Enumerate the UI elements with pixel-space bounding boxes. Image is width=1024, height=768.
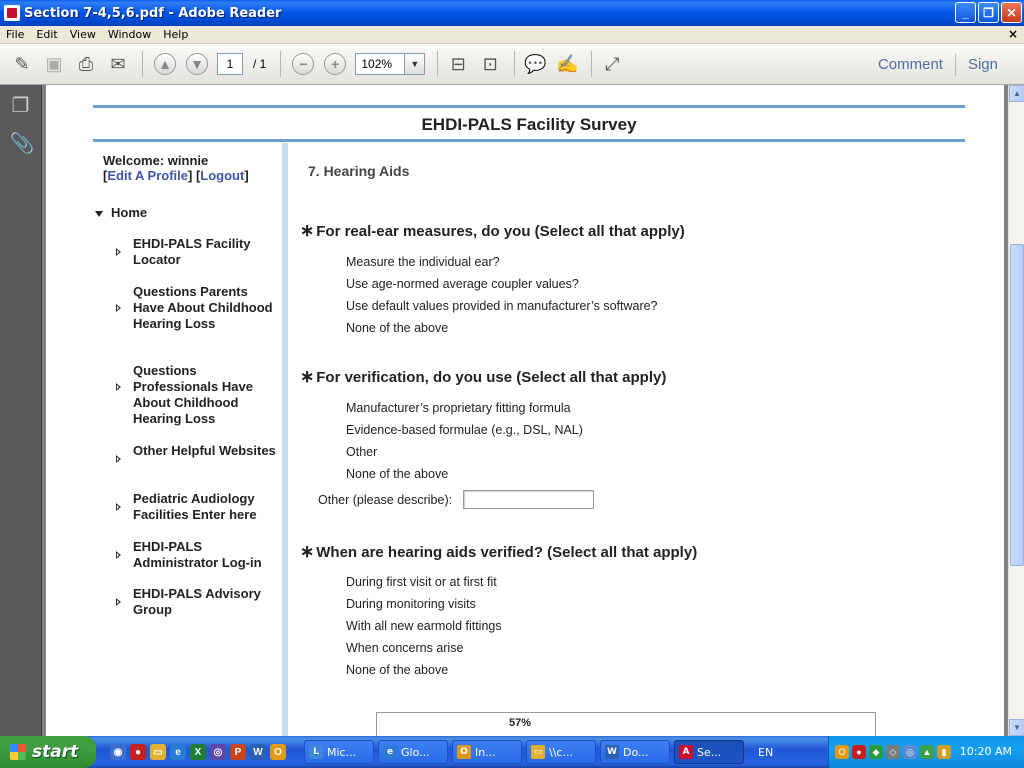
attachments-icon[interactable]: 📎 [9, 133, 35, 155]
sidebar-item-helpful-websites[interactable] [117, 443, 277, 459]
toolbar-separator [437, 51, 438, 77]
page-thumbnails-icon[interactable]: ❐ [11, 95, 30, 117]
required-asterisk: ∗ [300, 542, 315, 561]
window-controls [955, 2, 1022, 23]
sidebar-nav [93, 143, 286, 736]
zoom-dropdown-icon[interactable]: ▼ [405, 53, 425, 75]
survey-title: EHDI-PALS Facility Survey [421, 115, 637, 134]
adobe-reader-icon: A [679, 745, 693, 759]
vertical-scrollbar[interactable] [1008, 85, 1024, 736]
task-button[interactable] [526, 740, 596, 764]
caret-right-icon [116, 503, 121, 511]
sidebar-item-audiology-facilities[interactable] [117, 491, 277, 523]
restore-button[interactable]: ❐ [978, 2, 999, 23]
tray-icon[interactable]: ▲ [920, 745, 934, 759]
task-label: Do... [623, 745, 649, 759]
window-title: Section 7-4,5,6.pdf - Adobe Reader [24, 5, 282, 21]
menu-help[interactable]: Help [163, 28, 189, 41]
column-divider [282, 143, 288, 736]
quick-launch-icon[interactable]: ● [130, 744, 146, 760]
minimize-button[interactable]: _ [955, 2, 976, 23]
sign-button[interactable]: Sign [967, 56, 998, 73]
section-title: 7. Hearing Aids [308, 163, 410, 179]
sticky-note-icon[interactable]: 💬 [524, 53, 547, 74]
other-describe-label: Other (please describe): [318, 493, 453, 507]
zoom-out-icon[interactable]: − [292, 53, 314, 75]
windows-taskbar [0, 736, 1024, 768]
question-title [300, 542, 697, 562]
toolbar-separator [280, 51, 281, 77]
next-page-icon[interactable]: ▼ [186, 53, 208, 75]
scroll-up-icon[interactable]: ▲ [1009, 85, 1024, 102]
sidebar-item-label: Questions Parents Have About Childhood Hearing Loss [133, 284, 273, 331]
fit-width-icon[interactable]: ⊡ [482, 53, 498, 74]
save-icon[interactable]: ▣ [45, 53, 63, 74]
task-button[interactable] [600, 740, 670, 764]
sidebar-item-admin-login[interactable] [117, 539, 277, 571]
scroll-thumb[interactable] [1010, 244, 1024, 566]
start-button[interactable] [0, 736, 96, 768]
title-bar [0, 0, 1024, 26]
checkbox-option[interactable]: None of the above [346, 321, 449, 335]
document-area [42, 85, 1008, 736]
internet-explorer-icon[interactable]: e [170, 744, 186, 760]
menu-file[interactable]: File [6, 28, 25, 41]
checkbox-option[interactable]: With all new earmold fittings [346, 619, 502, 633]
zoom-in-icon[interactable]: + [324, 53, 346, 75]
print-icon[interactable]: ⎙ [78, 53, 94, 74]
folder-icon[interactable]: ▭ [150, 744, 166, 760]
tray-icon[interactable]: O [835, 745, 849, 759]
excel-icon[interactable]: X [190, 744, 206, 760]
caret-right-icon [116, 383, 121, 391]
highlight-text-icon[interactable]: ✍ [556, 53, 579, 74]
checkbox-option[interactable]: Measure the individual ear? [346, 255, 500, 269]
checkbox-option[interactable]: Manufacturer’s proprietary fitting formula [346, 401, 571, 415]
checkbox-option[interactable]: During first visit or at first fit [346, 575, 497, 589]
edit-profile-link[interactable]: Edit A Profile [107, 168, 188, 183]
start-label: start [32, 742, 79, 762]
comment-button[interactable]: Comment [877, 56, 943, 73]
fit-page-icon[interactable]: ⊟ [450, 53, 466, 74]
tray-icon[interactable]: ◆ [869, 745, 883, 759]
question-text: For real-ear measures, do you (Select all that apply) [316, 223, 685, 240]
powerpoint-icon[interactable]: P [230, 744, 246, 760]
caret-right-icon [116, 455, 121, 463]
menu-edit[interactable]: Edit [36, 28, 58, 41]
document-close-button[interactable]: × [1007, 27, 1018, 41]
sidebar-item-label: EHDI-PALS Facility Locator [133, 236, 251, 267]
task-label: Se... [697, 745, 722, 759]
task-label: Glo... [401, 745, 430, 759]
app-icon: L [309, 745, 323, 759]
profile-links: [Edit A Profile] [Logout] [103, 168, 249, 183]
toolbar [0, 44, 1024, 85]
outlook-icon[interactable]: O [270, 744, 286, 760]
progress-bar [376, 712, 876, 736]
checkbox-option[interactable]: When concerns arise [346, 641, 464, 655]
required-asterisk: ∗ [300, 221, 315, 240]
full-screen-icon[interactable]: ⤢ [605, 53, 620, 74]
question-title [300, 221, 685, 241]
page-total: / 1 [253, 57, 267, 71]
checkbox-option[interactable]: Evidence-based formulae (e.g., DSL, NAL) [346, 423, 583, 437]
toolbar-right-links [866, 44, 1010, 85]
checkbox-option[interactable]: None of the above [346, 663, 449, 677]
internet-explorer-icon: e [383, 745, 397, 759]
close-button[interactable]: ✕ [1001, 2, 1022, 23]
tray-icon[interactable]: ▮ [937, 745, 951, 759]
task-label: In... [475, 745, 496, 759]
create-pdf-icon[interactable]: ✎ [14, 53, 30, 74]
caret-right-icon [116, 248, 121, 256]
tray-icon[interactable]: ◇ [886, 745, 900, 759]
other-describe-input[interactable] [463, 490, 594, 509]
question-title [300, 367, 666, 387]
folder-icon: ▭ [531, 745, 545, 759]
sidebar-item-label: EHDI-PALS Advisory Group [133, 586, 261, 617]
sidebar-item-professional-questions[interactable] [117, 363, 277, 427]
task-button-active[interactable] [674, 740, 744, 764]
checkbox-option[interactable]: None of the above [346, 467, 449, 481]
email-icon[interactable]: ✉ [110, 53, 126, 74]
taskbar-tasks [304, 740, 744, 764]
home-label: Home [111, 205, 148, 220]
scroll-down-icon[interactable]: ▼ [1009, 719, 1024, 736]
menu-window[interactable]: Window [107, 28, 152, 41]
system-tray [828, 736, 1024, 768]
home-link[interactable] [95, 205, 147, 220]
quick-launch [110, 744, 286, 760]
zoom-value[interactable]: 102% [355, 53, 405, 75]
quick-launch-icon[interactable]: ◎ [210, 744, 226, 760]
logout-link[interactable]: Logout [200, 168, 245, 183]
caret-right-icon [116, 304, 121, 312]
toolbar-separator [142, 51, 143, 77]
checkbox-option[interactable]: Use age-normed average coupler values? [346, 277, 579, 291]
sidebar-item-label: Other Helpful Websites [133, 443, 276, 458]
question-text: When are hearing aids verified? (Select all that apply) [316, 544, 698, 561]
welcome-text: Welcome: winnie [103, 153, 209, 168]
menu-bar [0, 26, 1024, 44]
checkbox-option[interactable]: Other [346, 445, 378, 459]
caret-right-icon [116, 598, 121, 606]
task-button[interactable] [304, 740, 374, 764]
word-icon: W [605, 745, 619, 759]
menu-view[interactable]: View [69, 28, 96, 41]
caret-right-icon [116, 551, 121, 559]
toolbar-separator [591, 51, 592, 77]
expanded-triangle-icon [95, 211, 103, 217]
toolbar-separator [514, 51, 515, 77]
task-label: Mic... [327, 745, 357, 759]
sidebar-item-label: Questions Professionals Have About Childhood Hearing Loss [133, 363, 253, 426]
sidebar-item-facility-locator[interactable] [117, 236, 277, 268]
tray-icon[interactable]: ◎ [903, 745, 917, 759]
question-text: For verification, do you use (Select all that apply) [316, 369, 667, 386]
progress-label: 57% [509, 717, 532, 729]
windows-logo-icon [10, 744, 26, 760]
task-button[interactable] [452, 740, 522, 764]
checkbox-option[interactable]: Use default values provided in manufacturer’s software? [346, 299, 658, 313]
checkbox-option[interactable]: During monitoring visits [346, 597, 476, 611]
sidebar-item-advisory-group[interactable] [117, 586, 277, 618]
header-rule [93, 139, 965, 142]
language-indicator[interactable]: EN [758, 745, 774, 759]
system-clock[interactable]: 10:20 AM [959, 745, 1012, 758]
pdf-page [46, 85, 1004, 736]
previous-page-icon[interactable]: ▲ [154, 53, 176, 75]
sidebar-item-label: Pediatric Audiology Facilities Enter here [133, 491, 257, 522]
header-rule [93, 105, 965, 108]
word-icon[interactable]: W [250, 744, 266, 760]
outlook-icon: O [457, 745, 471, 759]
zoom-select[interactable] [355, 53, 425, 75]
quick-launch-icon[interactable]: ◉ [110, 744, 126, 760]
page-number-input[interactable]: 1 [217, 53, 243, 75]
tray-icon[interactable]: ● [852, 745, 866, 759]
task-button[interactable] [378, 740, 448, 764]
required-asterisk: ∗ [300, 367, 315, 386]
sidebar-item-parent-questions[interactable] [117, 284, 277, 332]
navigation-pane [0, 85, 42, 736]
sidebar-item-label: EHDI-PALS Administrator Log-in [133, 539, 262, 570]
adobe-reader-icon [4, 5, 20, 21]
task-label: \\c... [549, 745, 573, 759]
